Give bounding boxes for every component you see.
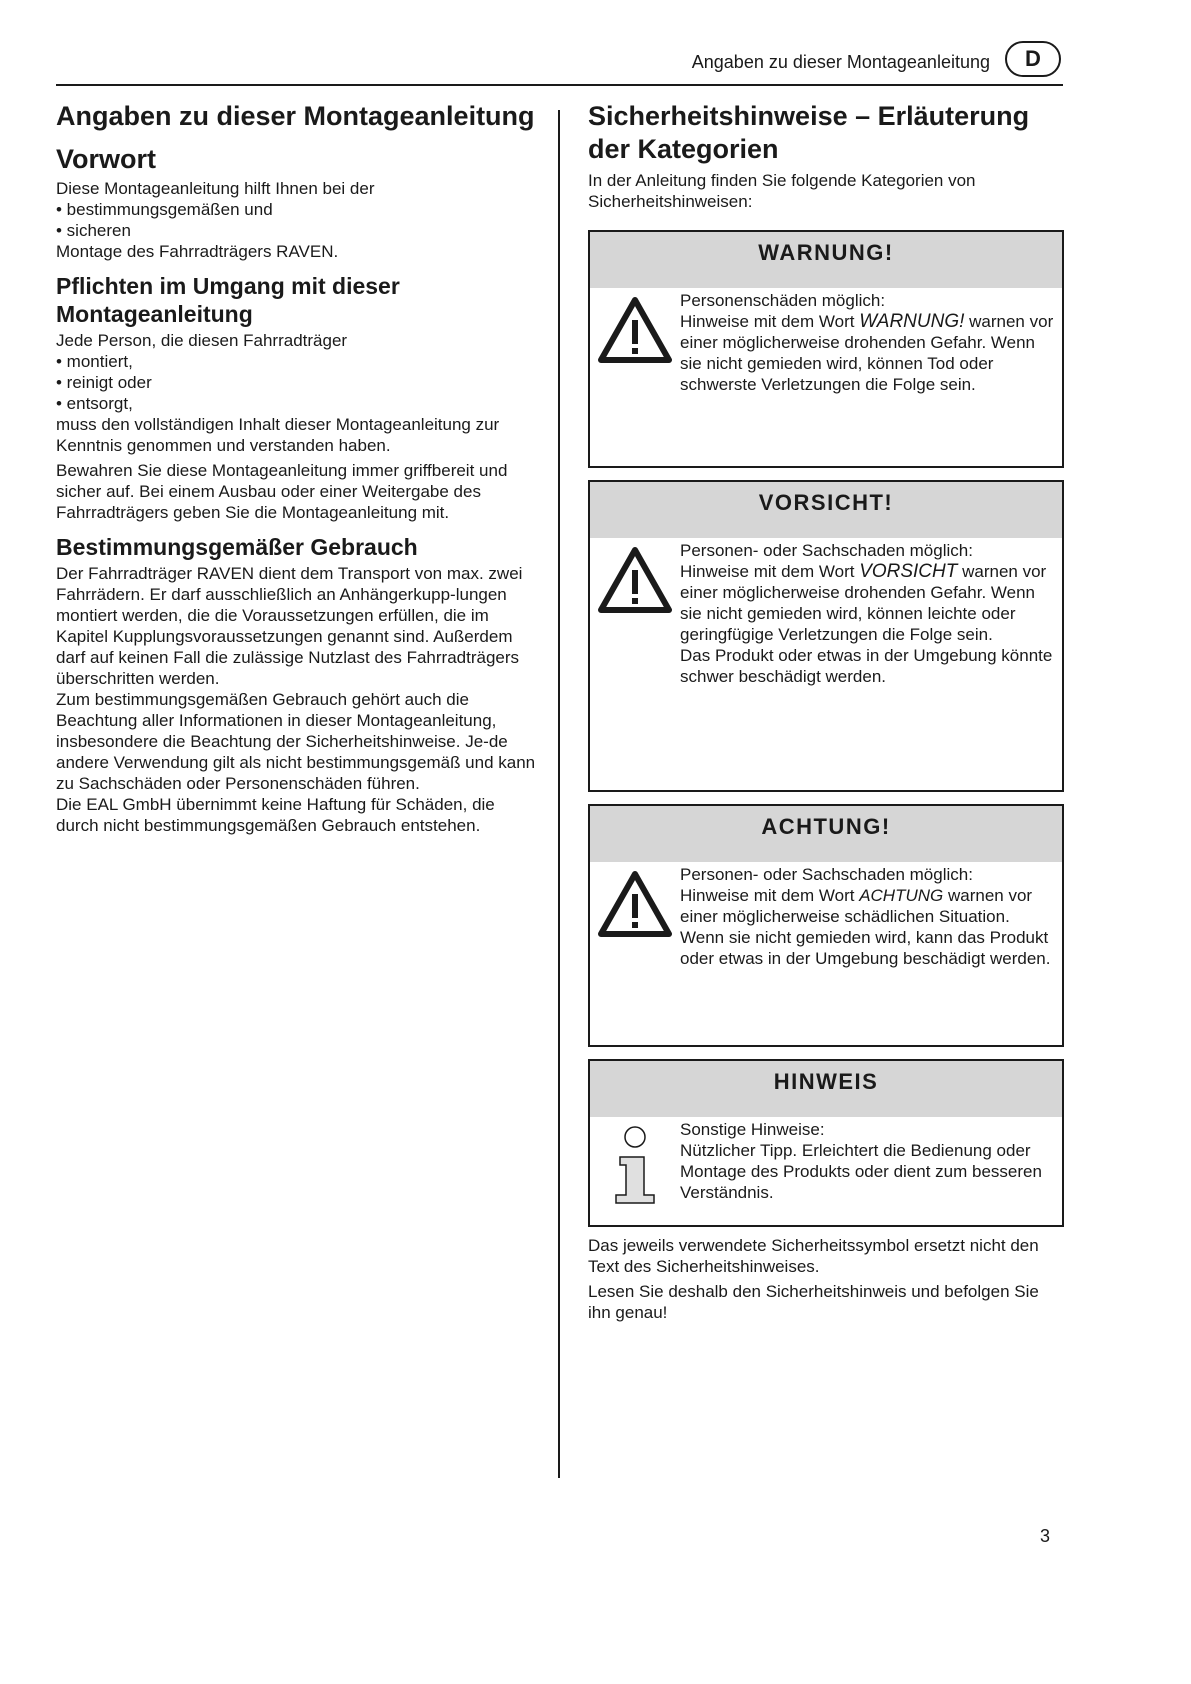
vorwort-line: Diese Montageanleitung hilft Ihnen bei der	[56, 179, 375, 198]
info-icon	[598, 1119, 680, 1212]
warning-text: Hinweise mit dem Wort WARNUNG! warnen vor einer möglicherweise drohenden Gefahr. Wenn sie nicht gemieden wird, können Tod oder schwerste Verletzungen die Folge sein.	[680, 311, 1054, 394]
section-title: Angaben zu dieser Montageanleitung	[56, 101, 535, 131]
left-column	[56, 100, 536, 840]
vorwort-line: • sicheren	[56, 221, 131, 240]
caution-subtitle: Personen- oder Sachschaden möglich:	[680, 541, 973, 560]
vorwort-heading: Vorwort	[56, 144, 156, 174]
caution-keyword: VORSICHT	[859, 561, 958, 582]
attention-box	[588, 804, 1064, 1047]
notice-text: Nützlicher Tipp. Erleichtert die Bedienung oder Montage des Produkts oder dient zum besseren Verständnis.	[680, 1141, 1042, 1202]
pflichten-line: • reinigt oder	[56, 373, 152, 392]
language-badge: D	[1005, 41, 1061, 77]
vorwort-line: • bestimmungsgemäßen und	[56, 200, 273, 219]
notice-box	[588, 1059, 1064, 1227]
running-header-title: Angaben zu dieser Montageanleitung	[691, 52, 990, 72]
safety-footer-paragraph: Das jeweils verwendete Sicherheitssymbol ersetzt nicht den Text des Sicherheitshinweises.	[588, 1236, 1039, 1276]
warning-subtitle: Personenschäden möglich:	[680, 291, 886, 310]
notice-subtitle: Sonstige Hinweise:	[680, 1120, 825, 1139]
column-divider	[558, 110, 560, 1478]
attention-text: Hinweise mit dem Wort ACHTUNG warnen vor einer möglicherweise schädlichen Situation.	[680, 886, 1033, 926]
vorwort-line: Montage des Fahrradträgers RAVEN.	[56, 242, 339, 261]
attention-triangle-icon	[598, 864, 680, 969]
gebrauch-paragraph: Zum bestimmungsgemäßen Gebrauch gehört auch die Beachtung aller Informationen in dieser Montageanleitung, insbesondere die Beachtung der Sicherheitshinweise. Je-de andere Verwendung gilt als nicht bestimmungsgemäß und kann zu Sachschäden oder Personenschäden führen.	[56, 690, 536, 793]
attention-extra: Wenn sie nicht gemieden wird, kann das Produkt oder etwas in der Umgebung beschädigt werden.	[680, 928, 1051, 968]
pflichten-paragraph: Bewahren Sie diese Montageanleitung immer griffbereit und sicher auf. Bei einem Ausbau oder einer Weitergabe des Fahrradträgers geben Sie die Montageanleitung mit.	[56, 461, 508, 522]
pflichten-paragraph: muss den vollständigen Inhalt dieser Montageanleitung zur Kenntnis genommen und verstanden haben.	[56, 415, 500, 455]
pflichten-line: • entsorgt,	[56, 394, 133, 413]
header-rule	[56, 84, 1063, 86]
attention-subtitle: Personen- oder Sachschaden möglich:	[680, 865, 973, 884]
warning-label: WARNUNG!	[590, 232, 1062, 288]
gebrauch-paragraph: Die EAL GmbH übernimmt keine Haftung für Schäden, die durch nicht bestimmungsgemäßen Gebrauch entstehen.	[56, 795, 495, 835]
gebrauch-heading: Bestimmungsgemäßer Gebrauch	[56, 534, 418, 560]
attention-keyword: ACHTUNG	[859, 886, 944, 905]
caution-text: Hinweise mit dem Wort VORSICHT warnen vor einer möglicherweise drohenden Gefahr. Wenn sie nicht gemieden wird, können leichte oder geringfügige Verletzungen die Folge sein.	[680, 561, 1047, 644]
notice-label: HINWEIS	[590, 1061, 1062, 1117]
safety-footer-paragraph: Lesen Sie deshalb den Sicherheitshinweis und befolgen Sie ihn genau!	[588, 1282, 1039, 1322]
warning-keyword: WARNUNG!	[859, 311, 965, 332]
attention-label: ACHTUNG!	[590, 806, 1062, 862]
vorwort-lines	[56, 178, 536, 262]
warning-triangle-icon	[598, 290, 680, 395]
pflichten-line: Jede Person, die diesen Fahrradträger	[56, 331, 348, 350]
caution-extra: Das Produkt oder etwas in der Umgebung könnte schwer beschädigt werden.	[680, 646, 1053, 686]
page-number: 3	[1040, 1526, 1051, 1546]
pflichten-line: • montiert,	[56, 352, 133, 371]
caution-box	[588, 480, 1064, 792]
safety-intro: In der Anleitung finden Sie folgende Kategorien von Sicherheitshinweisen:	[588, 171, 976, 211]
caution-label: VORSICHT!	[590, 482, 1062, 538]
pflichten-lines	[56, 330, 536, 414]
safety-title: Sicherheitshinweise – Erläuterung der Kategorien	[588, 101, 1030, 164]
gebrauch-paragraph: Der Fahrradträger RAVEN dient dem Transport von max. zwei Fahrrädern. Er darf ausschließlich an Anhängerkupp-lungen montiert werden, die die Voraussetzungen erfüllen, die im Kapitel Kupplungsvoraussetzungen genannt sind. Außerdem darf auf keinen Fall die zulässige Nutzlast des Fahrradträgers überschritten werden.	[56, 564, 523, 688]
pflichten-heading: Pflichten im Umgang mit dieser Montageanleitung	[56, 273, 400, 327]
caution-triangle-icon	[598, 540, 680, 687]
right-column	[588, 100, 1064, 1327]
warning-box	[588, 230, 1064, 468]
